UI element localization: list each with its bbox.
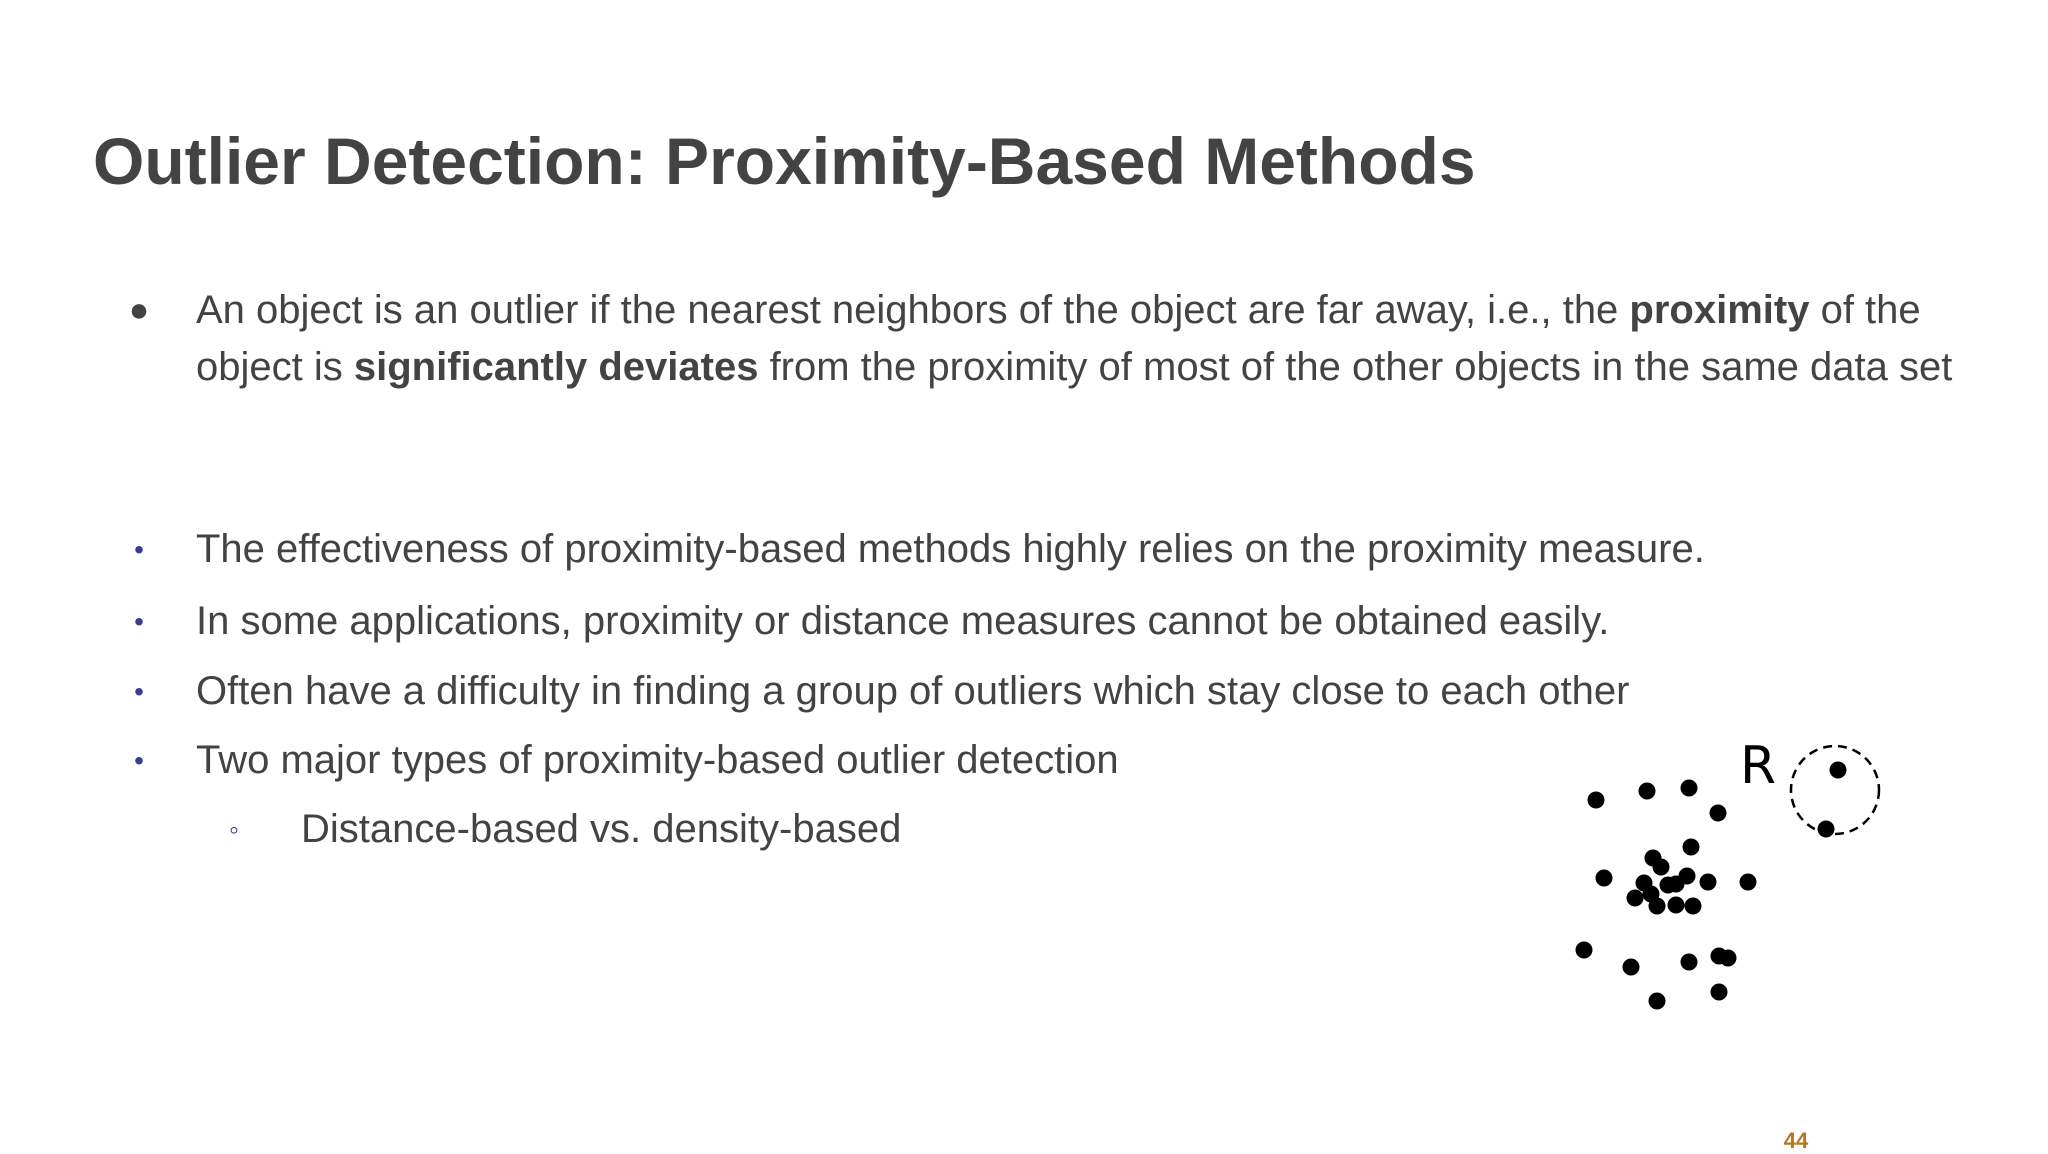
data-point [1685, 898, 1702, 915]
bullet-text: from the proximity of most of the other objects in the same data set [758, 345, 1953, 389]
bullet-item-definition [128, 282, 1956, 396]
bullet-text: An object is an outlier if the nearest neighbors of the object are far away, i.e., the [196, 288, 1630, 332]
sub-bullet-text: Distance-based vs. density-based [301, 807, 902, 851]
bullet-text: Two major types of proximity-based outlier detection [196, 738, 1119, 782]
data-point [1639, 783, 1656, 800]
data-point [1710, 805, 1727, 822]
radius-circle [1791, 746, 1879, 834]
bullet-marker: • [134, 606, 144, 637]
bullet-text: In some applications, proximity or distance measures cannot be obtained easily. [196, 599, 1610, 643]
data-point [1649, 993, 1666, 1010]
data-point [1623, 959, 1640, 976]
data-point [1683, 839, 1700, 856]
slide-title: Outlier Detection: Proximity-Based Methods [93, 124, 1476, 198]
data-point [1700, 874, 1717, 891]
page-number: 44 [1783, 1128, 1809, 1153]
data-point [1576, 942, 1593, 959]
data-point [1627, 890, 1644, 907]
bullet-text: of the object is [196, 288, 1921, 389]
proximity-figure [1480, 730, 1920, 1030]
bullet-marker: • [134, 534, 144, 565]
sub-bullet-marker: ◦ [229, 814, 239, 845]
data-points [1576, 762, 1847, 1010]
data-point [1740, 874, 1757, 891]
bullet-marker: • [134, 745, 144, 776]
bullet-item [134, 521, 1956, 578]
data-point [1818, 821, 1835, 838]
data-point [1649, 898, 1666, 915]
data-point [1653, 859, 1670, 876]
bullet-text: The effectiveness of proximity-based methods highly relies on the proximity measure. [196, 527, 1705, 571]
bullet-item [134, 593, 1956, 650]
data-point [1668, 876, 1685, 893]
data-point [1720, 950, 1737, 967]
scatter-illustration [1480, 730, 1920, 1030]
data-point [1681, 954, 1698, 971]
bullet-text: Often have a difficulty in finding a group of outliers which stay close to each other [196, 669, 1630, 713]
data-point [1681, 780, 1698, 797]
bullet-marker: ● [128, 291, 150, 329]
radius-label: R [1740, 736, 1777, 796]
data-point [1830, 762, 1847, 779]
data-point [1668, 897, 1685, 914]
bullet-item [134, 663, 1956, 720]
bullet-bold-deviates: significantly deviates [353, 345, 759, 389]
data-point [1596, 870, 1613, 887]
bullet-bold-proximity: proximity [1629, 288, 1810, 332]
data-point [1711, 984, 1728, 1001]
bullet-marker: • [134, 676, 144, 707]
data-point [1588, 792, 1605, 809]
